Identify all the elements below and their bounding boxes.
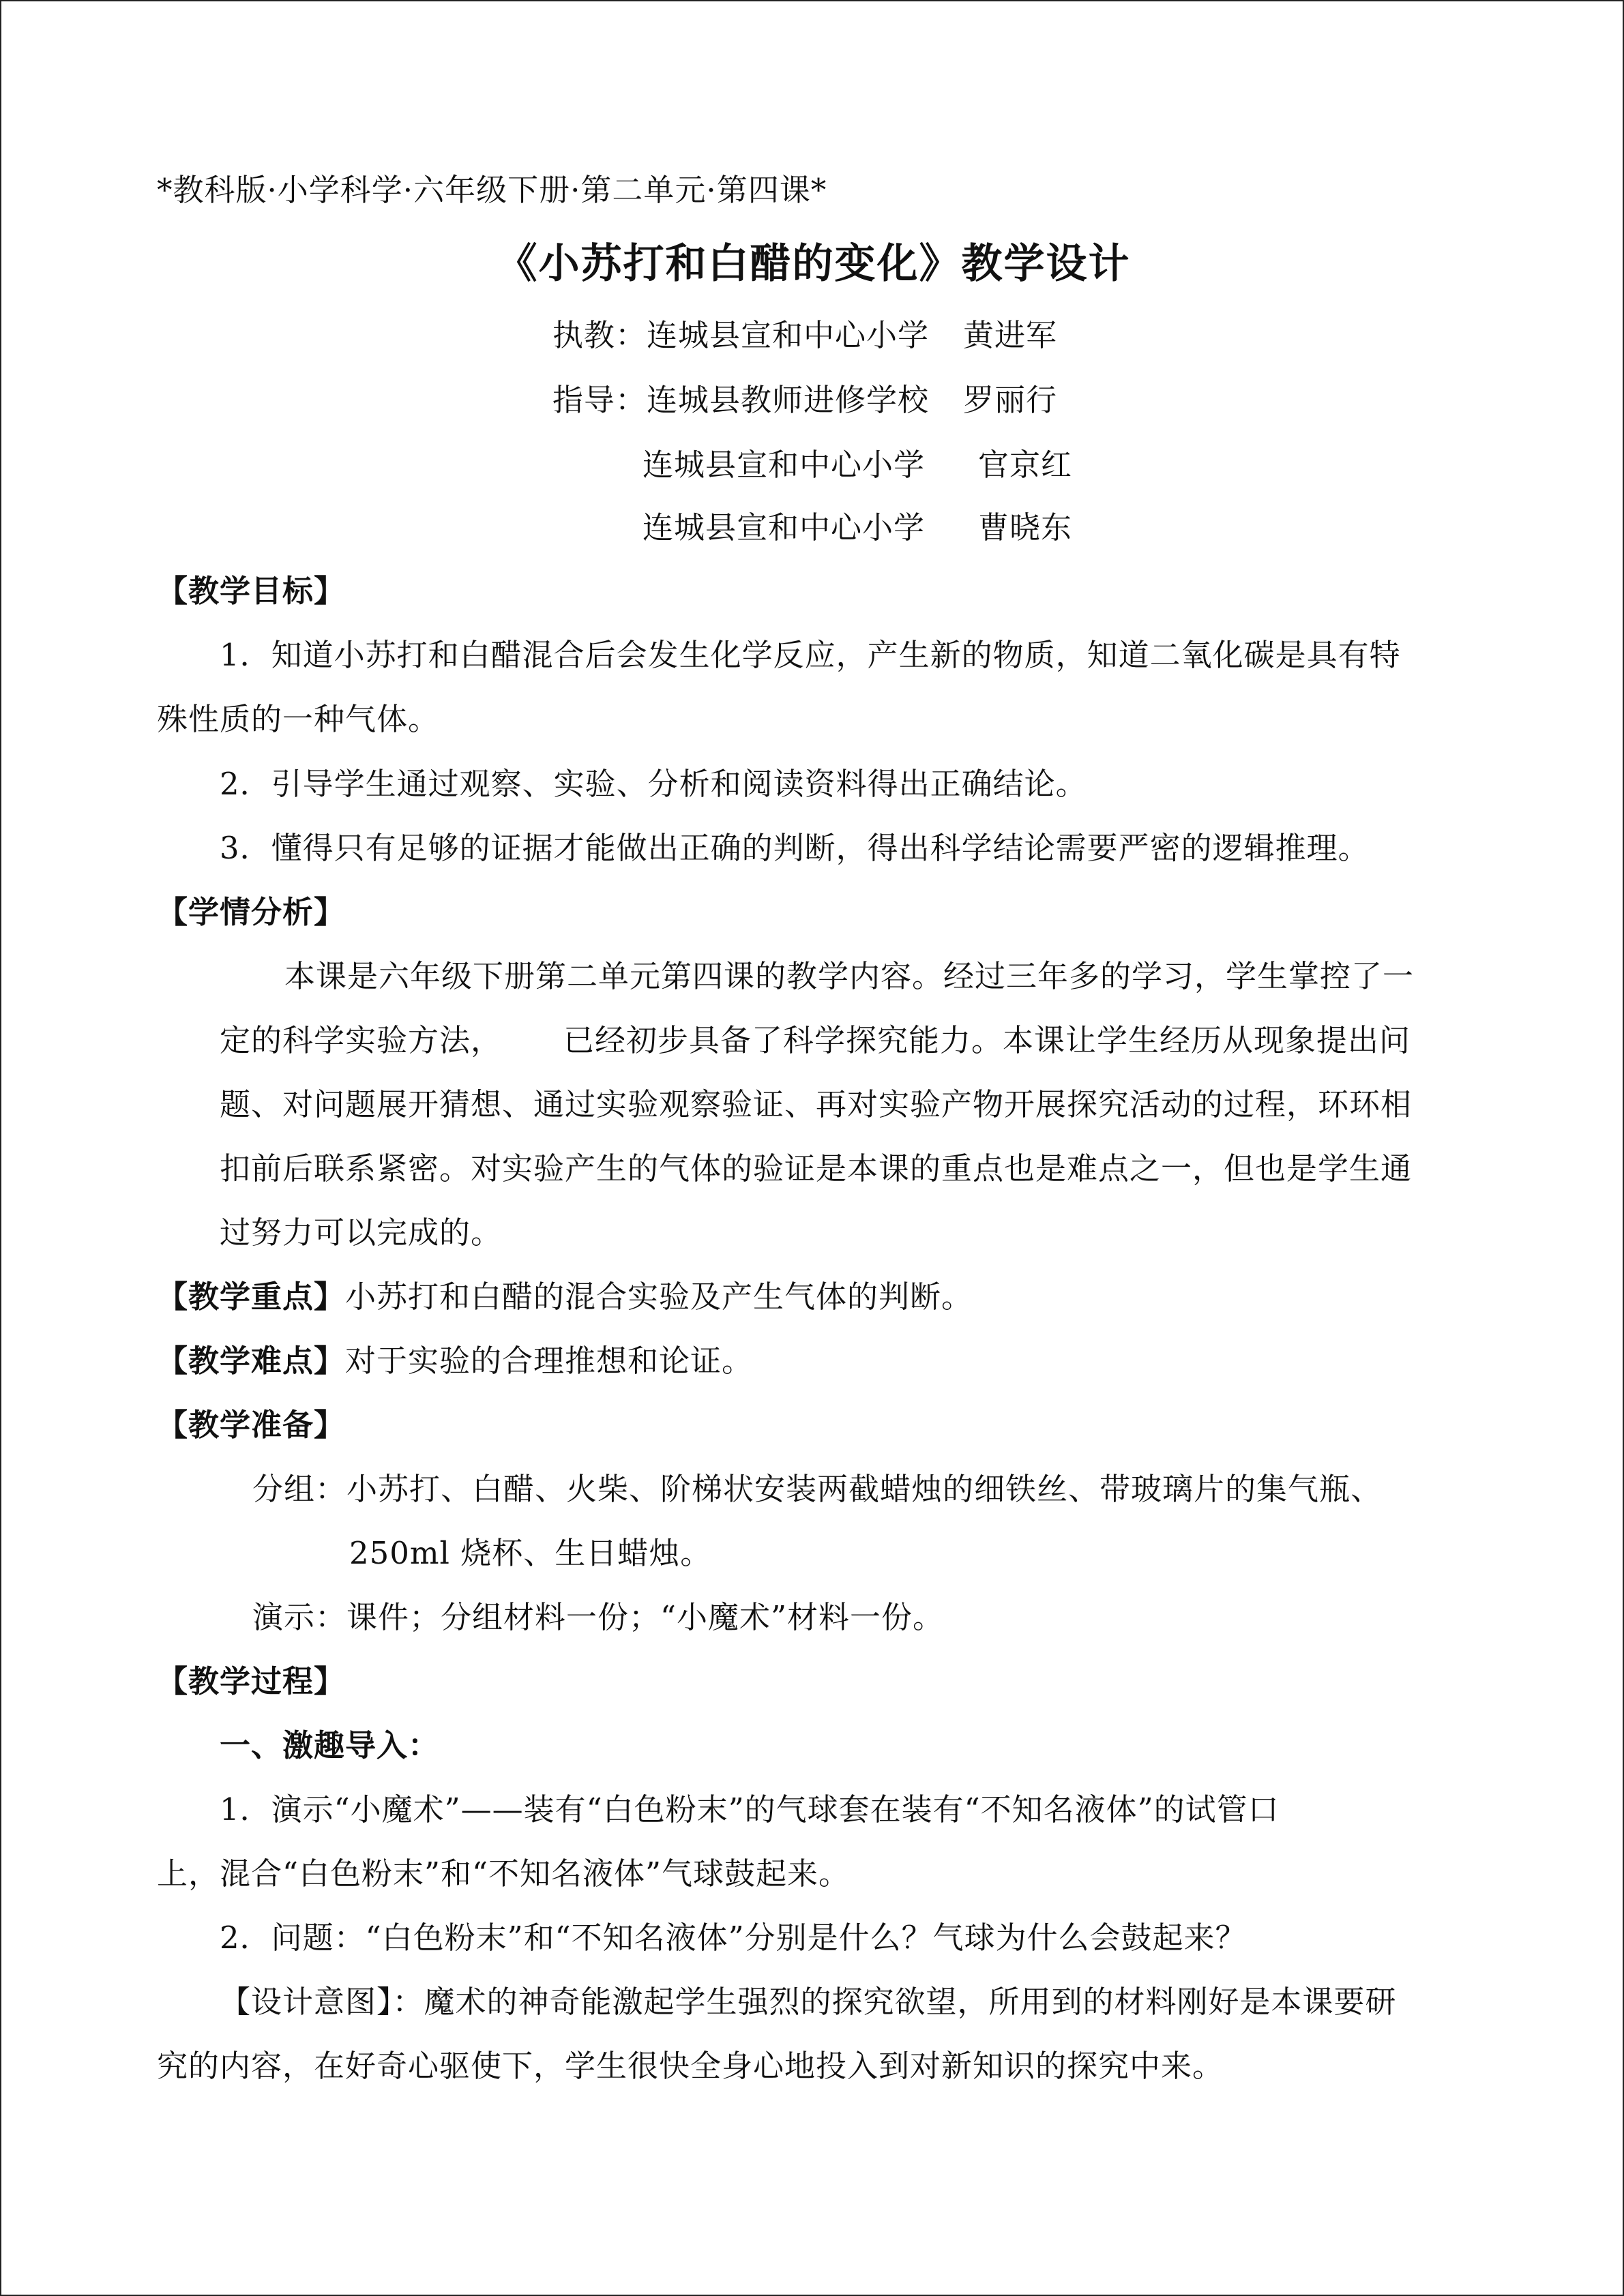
step-2: 2．问题：“白色粉末”和“不知名液体”分别是什么？气球为什么会鼓起来？	[220, 1920, 1247, 1956]
key-point-line	[157, 1277, 973, 1317]
series-line: *教科版·小学科学·六年级下册·第二单元·第四课*	[157, 172, 827, 208]
credit-line-2	[552, 380, 1057, 421]
credit-role: 执教：	[552, 317, 647, 353]
step-1-line-2: 上，混合“白色粉末”和“不知名液体”气球鼓起来。	[157, 1855, 851, 1892]
credit-line-3	[643, 445, 1072, 486]
credit-school: 连城县宣和中心小学	[647, 317, 930, 353]
design-intent-line-1	[220, 1982, 1397, 2023]
analysis-line-3: 题、对问题展开猜想、通过实验观察验证、再对实验产物开展探究活动的过程，环环相	[220, 1086, 1413, 1122]
section-1-title: 一、激趣导入：	[220, 1727, 440, 1763]
difficulty-text: 对于实验的合理推想和论证。	[345, 1343, 754, 1379]
group-label: 分组：	[252, 1471, 347, 1507]
goals-heading: 【教学目标】	[157, 573, 346, 609]
credit-role: 指导：	[552, 382, 647, 418]
design-intent-line-2: 究的内容，在好奇心驱使下，学生很快全身心地投入到对新知识的探究中来。	[157, 2048, 1224, 2084]
preparation-heading: 【教学准备】	[157, 1407, 346, 1443]
demo-materials: 课件；分组材料一份；“小魔术”材料一份。	[346, 1599, 945, 1635]
analysis-heading: 【学情分析】	[157, 894, 346, 930]
goal-1-line-1: 1．知道小苏打和白醋混合后会发生化学反应，产生新的物质，知道二氧化碳是具有特	[220, 637, 1401, 673]
process-heading: 【教学过程】	[157, 1663, 346, 1699]
analysis-line-5: 过努力可以完成的。	[220, 1214, 503, 1251]
key-point-text: 小苏打和白醋的混合实验及产生气体的判断。	[345, 1279, 973, 1315]
analysis-line-2	[220, 1020, 1411, 1061]
group-materials: 小苏打、白醋、火柴、阶梯状安装两截蜡烛的细铁丝、带玻璃片的集气瓶、	[346, 1471, 1383, 1507]
design-intent-text: ：魔术的神奇能激起学生强烈的探究欲望，所用到的材料刚好是本课要研	[392, 1984, 1397, 2020]
difficulty-line	[157, 1341, 753, 1382]
goal-1-line-2: 殊性质的一种气体。	[157, 701, 440, 737]
preparation-group-line-1	[252, 1469, 1382, 1510]
page-title: 《小苏打和白醋的变化》教学设计	[496, 240, 1131, 288]
credit-school: 连城县宣和中心小学	[643, 509, 926, 546]
analysis-line-1: 本课是六年级下册第二单元第四课的教学内容。经过三年多的学习，学生掌控了一	[284, 958, 1415, 994]
credit-line-1	[552, 315, 1057, 356]
credit-name: 罗丽行	[963, 382, 1058, 418]
credit-name: 黄进军	[963, 317, 1058, 353]
difficulty-heading: 【教学难点】	[157, 1343, 346, 1379]
preparation-group-line-2: 250ml 烧杯、生日蜡烛。	[349, 1535, 712, 1571]
analysis-line-2-part-b: 已经初步具备了科学探究能力。本课让学生经历从现象提出问	[563, 1022, 1411, 1058]
analysis-line-4: 扣前后联系紧密。对实验产生的气体的验证是本课的重点也是难点之一，但也是学生通	[220, 1150, 1413, 1187]
credit-name: 官京红	[978, 447, 1073, 483]
analysis-line-2-part-a: 定的科学实验方法，	[220, 1022, 503, 1058]
step-1-line-1: 1．演示“小魔术”——装有“白色粉末”的气球套在装有“不知名液体”的试管口	[220, 1791, 1280, 1828]
credit-line-4	[643, 507, 1072, 548]
demo-label: 演示：	[252, 1599, 347, 1635]
credit-school: 连城县宣和中心小学	[643, 447, 926, 483]
credit-school: 连城县教师进修学校	[647, 382, 930, 418]
credit-name: 曹晓东	[978, 509, 1073, 546]
design-intent-label: 【设计意图】	[220, 1984, 393, 2020]
goal-2: 2．引导学生通过观察、实验、分析和阅读资料得出正确结论。	[220, 766, 1087, 802]
goal-3: 3．懂得只有足够的证据才能做出正确的判断，得出科学结论需要严密的逻辑推理。	[220, 830, 1370, 866]
key-point-heading: 【教学重点】	[157, 1279, 346, 1315]
preparation-demo-line	[252, 1597, 944, 1638]
